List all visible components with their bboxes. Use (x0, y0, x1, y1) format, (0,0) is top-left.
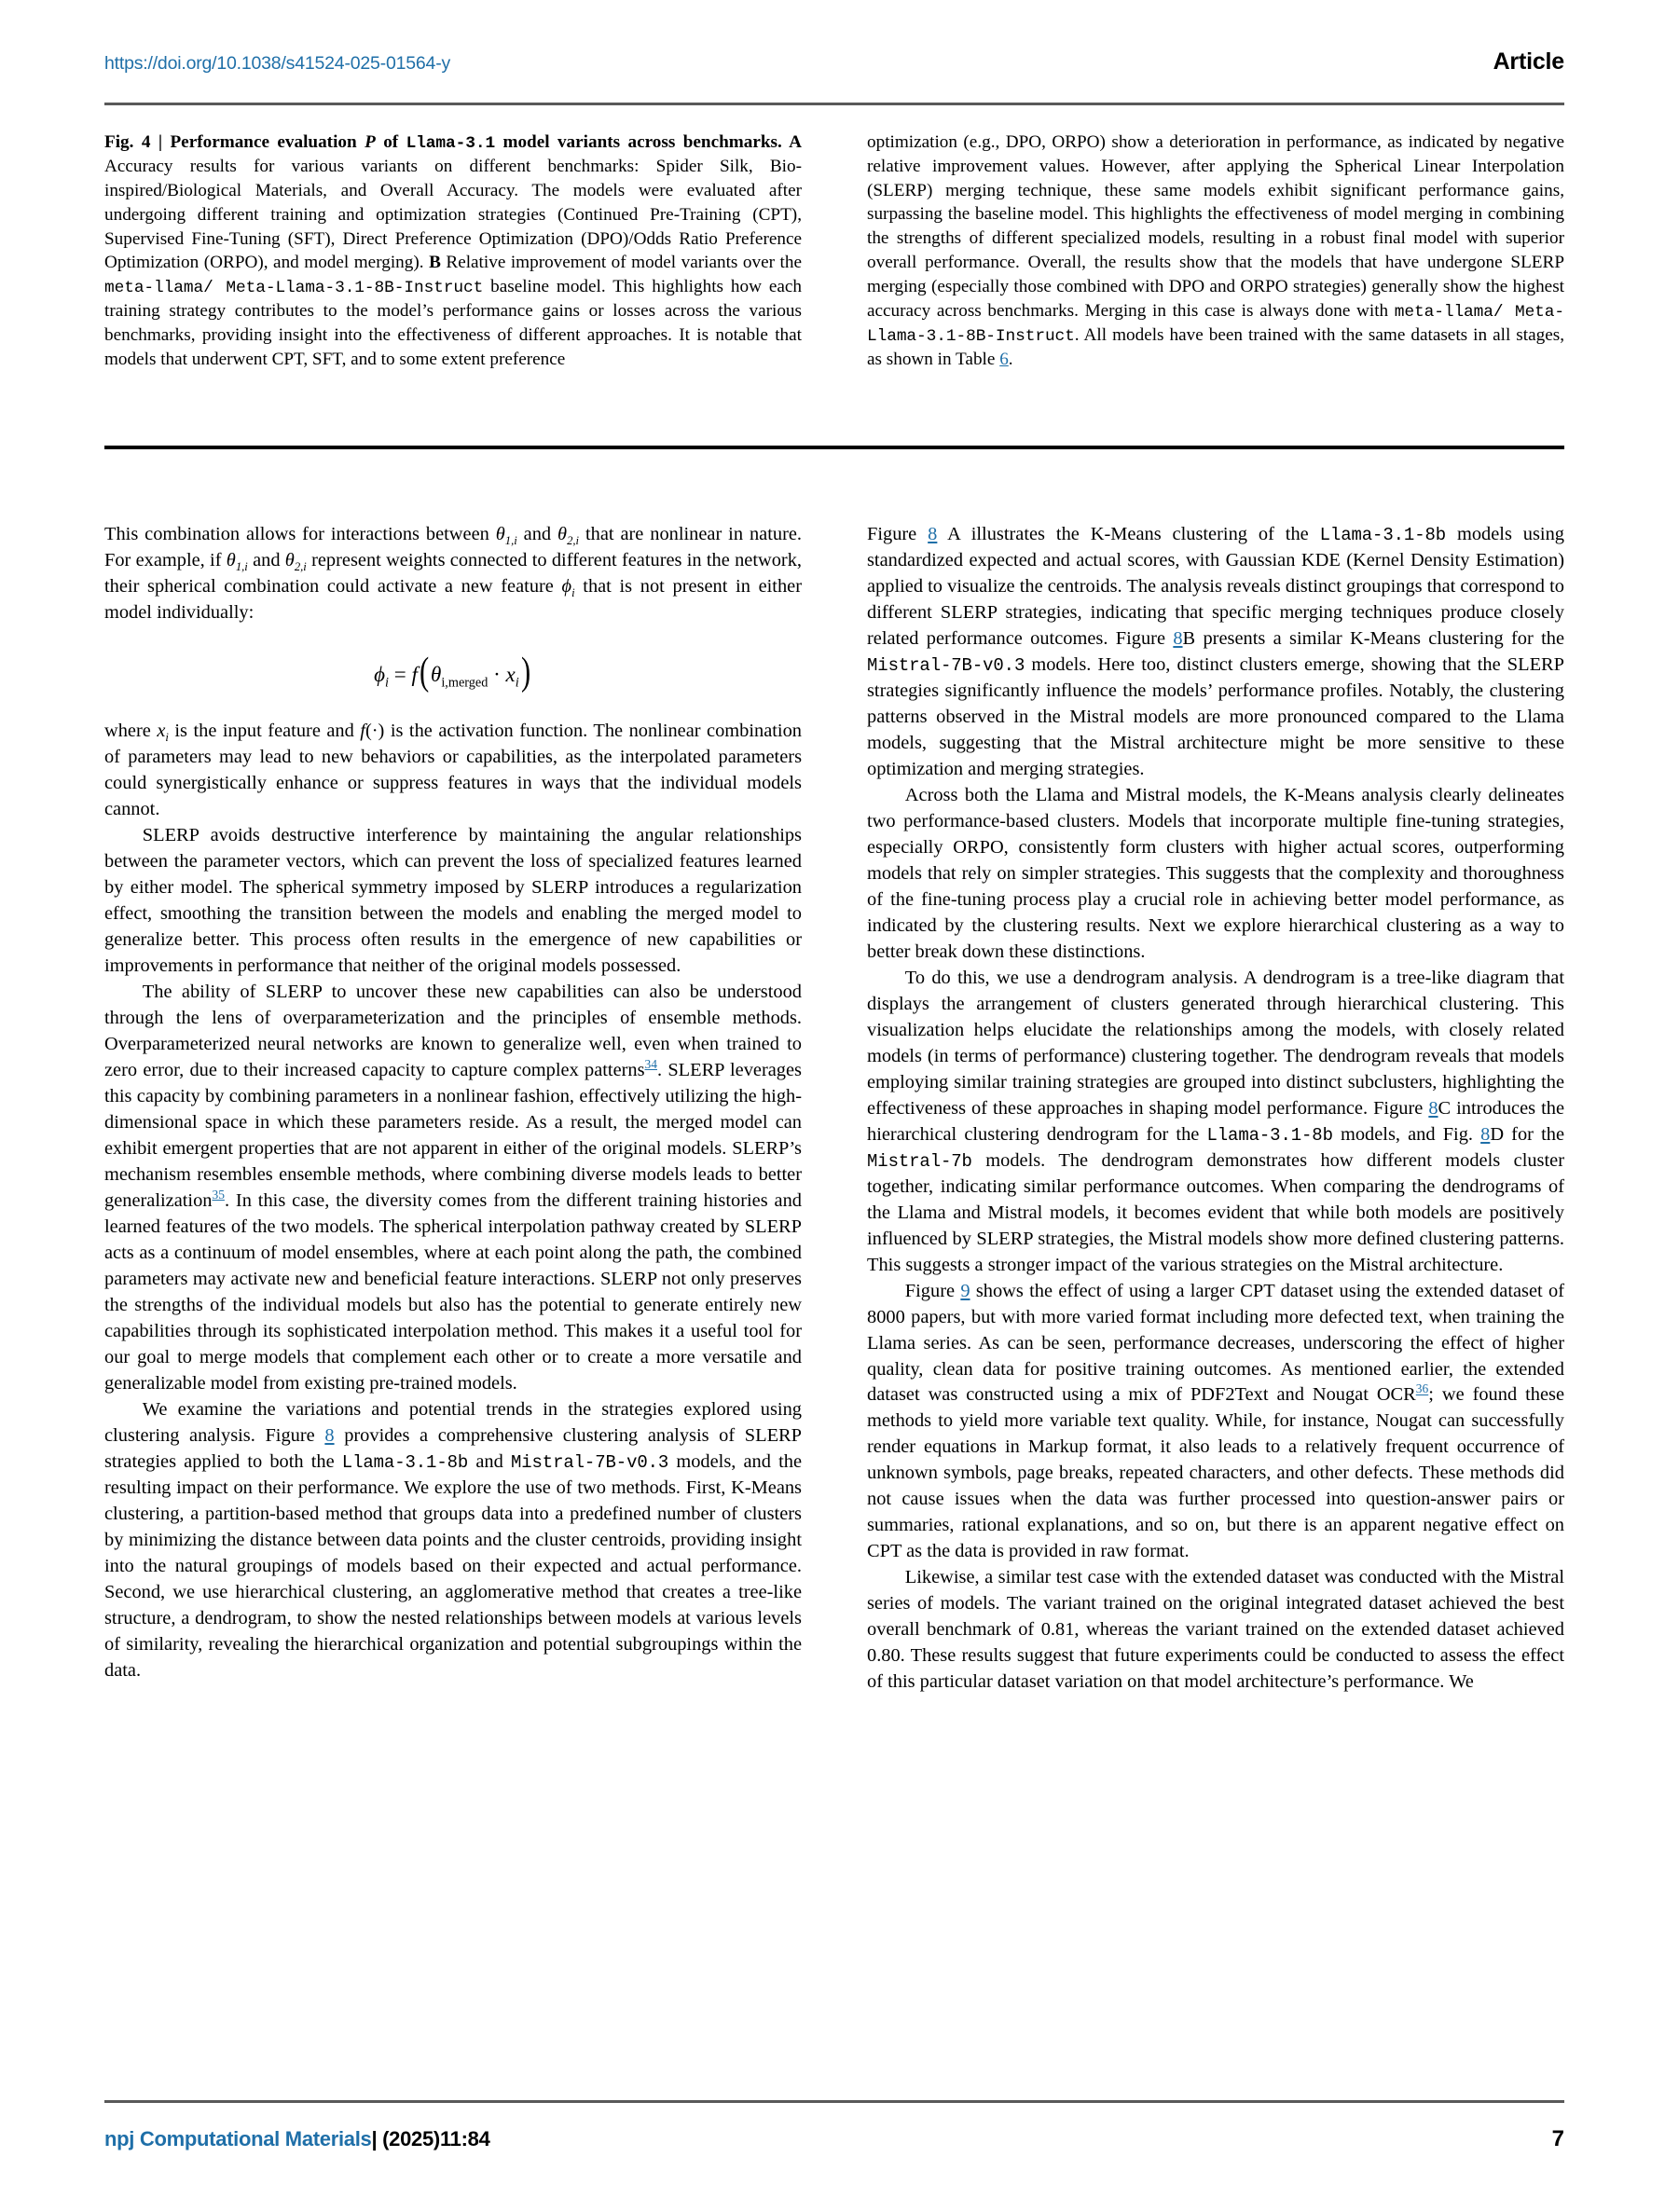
caption-right-model-mono: meta-llama/ Meta-Llama-3.1-8B-Instruct (867, 302, 1564, 346)
text-run: Figure (867, 524, 929, 544)
text-run: To do this, we use a dendrogram analysis. A dendrogram is a tree-like diagram that displays the arrangement of clusters generated through hierarchical clustering. This visualization helps elucidate the relationships among the models, with closely related models (in terms of performance) clustering together. The dendrogram reveals that models employing similar training strategies are grouped into distinct subclusters, highlighting the effectiveness of these approaches in shaping model performance. Figure (867, 967, 1564, 1119)
text-run: C introduces the hierarchical clustering dendrogram for the (867, 1097, 1564, 1145)
eq-x-sub: i (515, 675, 519, 691)
text-run: This combination allows for interactions between (104, 524, 496, 544)
paragraph-clustering-methods (104, 1397, 802, 1684)
footer-divider (104, 2100, 1564, 2103)
eq-theta: θ (431, 662, 442, 686)
figure-8d-reference-link[interactable]: 8 (1480, 1123, 1491, 1145)
theta-subscript: 1,i (235, 560, 248, 574)
model-name-mistral: Mistral-7B-v0.3 (867, 654, 1025, 676)
text-run: models. Here too, distinct clusters emerge, showing that the SLERP strategies significantly influence the models’ performance profiles. Notably, the clustering patterns observed in the Mistral models are more pronounced compared to the Llama models, suggesting that the Mistral architecture might be more sensitive to these optimization and merging strategies. (867, 653, 1564, 779)
figure-caption-block (104, 131, 1564, 372)
phi-subscript: i (571, 586, 575, 600)
article-type-label: Article (1493, 48, 1564, 75)
panel-b-text-1: Relative improvement of model variants over the (440, 253, 802, 273)
text-run: models, and Fig. (1332, 1123, 1481, 1145)
paragraph-combination-interactions (104, 522, 802, 626)
text-run: B presents a similar K-Means clustering for the (1182, 627, 1565, 649)
figure-9-reference-link[interactable]: 9 (960, 1280, 970, 1301)
figure-8b-reference-link[interactable]: 8 (1173, 627, 1183, 649)
caption-right-text-1: optimization (e.g., DPO, ORPO) show a deterioration in performance, as indicated by negative relative improvement values. However, after applying the Spherical Linear Interpolation (SLERP) merging technique, these same models exhibit significant performance gains, surpassing the baseline model. This highlights the effectiveness of model merging in combining the strengths of different specialized models, resulting in a robust final model with superior overall performance. Overall, the results show that the models that have undergone SLERP merging (especially those combined with DPO and ORPO strategies) generally show the highest accuracy across benchmarks. Merging in this case is always done with (867, 132, 1564, 321)
journal-name: npj Computational Materials (104, 2127, 372, 2150)
citation-36[interactable]: 36 (1415, 1381, 1429, 1396)
theta-glyph: θ (557, 524, 568, 544)
paragraph-two-clusters: Across both the Llama and Mistral models, the K-Means analysis clearly delineates two performance-based clusters. Models that incorporate multiple fine-tuning strategies, especially ORPO, consistently form clusters with higher actual scores, outperforming models that rely on simpler strategies. This suggests that the complexity and thoroughness of the fine-tuning process play a crucial role in achieving better model performance, as indicated by the clustering results. Next we explore hierarchical clustering as a way to better break down these distinctions. (867, 784, 1564, 962)
panel-label-b: B (423, 253, 441, 273)
caption-right-text-3: . (1008, 349, 1013, 369)
eq-equals: = (393, 662, 406, 686)
text-run: and (516, 524, 558, 544)
caption-right-text-2: . All models have been trained with the same datasets in all stages, as shown in Table (867, 324, 1564, 369)
text-run: models, and the resulting impact on their performance. We explore the use of two methods. First, K-Means clustering, a partition-based method that groups data into a predefined number of clusters by minimizing the distance between data points and the cluster centroids, providing insight into the natural groupings of models based on their expected and actual performance. Second, we use hierarchical clustering, an agglomerative method that creates a tree-like structure, a dendrogram, to show the nested relationships between models at various levels of similarity, revealing the hierarchical organization and potential subgroupings within the data. (104, 1451, 803, 1681)
text-run: represent weights connected to different features in the network, their spherical combination could activate a new feature (104, 549, 802, 597)
text-run: . In this case, the diversity comes from the different training histories and learned features of the two models. The spherical interpolation pathway created by SLERP acts as a continuum of model ensembles, where at each point along the path, the combined parameters may activate new and beneficial feature interactions. SLERP not only preserves the strengths of the individual models but also has the potential to generate entirely new capabilities through its sophisticated interpolation method. This makes it a useful tool for our goal to merge models that complement each other or to create a more versatile and generalizable model from existing pre-trained models. (104, 1190, 802, 1395)
citation-35[interactable]: 35 (212, 1188, 225, 1202)
equation-phi-merged (104, 649, 802, 694)
figure-caption-right (867, 131, 1564, 372)
citation-34[interactable]: 34 (644, 1057, 657, 1072)
paragraph-mistral-benchmark: Likewise, a similar test case with the extended dataset was conducted with the Mistral series of models. The variant trained on the original integrated dataset achieved the best overall benchmark of 0.81, whereas the variant trained on the extended dataset achieved 0.80. These results suggest that future experiments could be conducted to assess the effect of this particular dataset variation on that model architecture’s performance. We (867, 1567, 1564, 1693)
panel-label-a: A (781, 132, 802, 152)
eq-theta-sub: i,merged (441, 675, 488, 691)
figure-title-part2: of (375, 132, 406, 152)
text-run: provides a comprehensive clustering analysis of SLERP strategies applied to both the (104, 1425, 802, 1473)
text-run: . SLERP leverages this capacity by combining parameters in a nonlinear fashion, effectively utilizing the high-dimensional space in which these parameters reside. As a result, the merged model can exhibit emergent properties that are not apparent in either of the original models. SLERP’s mechanism resembles ensemble methods, where combining diverse models leads to better generalization (104, 1060, 802, 1212)
paragraph-slerp-overparameterization (104, 980, 802, 1397)
theta-subscript: 2,i (567, 534, 580, 548)
figure-title-part3: model variants across benchmarks. (495, 132, 782, 152)
body-column-right (867, 522, 1564, 1696)
symbol-x-i (157, 721, 169, 745)
paragraph-kmeans-llama (867, 522, 1564, 783)
paragraph-where-xi (104, 719, 802, 823)
model-name-mistral-7b: Mistral-7b (867, 1150, 972, 1172)
figure-8-reference-link[interactable]: 8 (324, 1425, 335, 1447)
panel-b-text-2: baseline model. This highlights how each training strategy contributes to the model’s performance gains or losses across the various benchmarks, providing insight into the effectiveness of different approaches. It is notable that models that underwent CPT, SFT, and to some extent preference (104, 277, 802, 369)
text-run: The ability of SLERP to uncover these new capabilities can also be understood through the lens of overparameterization and the principles of ensemble methods. Overparameterized neural networks are known to generalize well, even when trained to zero error, due to their increased capacity to capture complex patterns (104, 982, 802, 1081)
panel-b-model-mono: meta-llama/ Meta-Llama-3.1-8B-Instruct (104, 279, 484, 298)
text-run: (·) is the activation function. The nonlinear combination of parameters may lead to new behaviors or capabilities, as the interpolated parameters could synergistically enhance or suppress features in ways that the individual models cannot. (104, 721, 802, 820)
text-run: and (247, 549, 285, 570)
text-run: We examine the variations and potential trends in the strategies explored using clustering analysis. Figure (104, 1399, 802, 1447)
header-divider (104, 103, 1564, 105)
symbol-f: f (360, 721, 365, 742)
table-6-reference-link[interactable]: 6 (999, 349, 1009, 369)
text-run: that are nonlinear in nature. For example, if (104, 524, 803, 570)
text-run: ; we found these methods to yield more variable text quality. While, for instance, Nougat can successfully render equations in Markup format, it also leads to a relatively frequent occurrence of unknown symbols, page breaks, repeated characters, and other defects. These methods did not cause issues when the data was further processed into question-answer pairs or summaries, rational explanations, and so on, but there is an apparent negative effect on CPT as the data is provided in raw format. (867, 1384, 1564, 1562)
symbol-theta-1i (495, 524, 517, 548)
panel-a-text: Accuracy results for various variants on different benchmarks: Spider Silk, Bio-inspired/Biological Materials, and Overall Accuracy. The models were evaluated after undergoing different training and optimization strategies (Continued Pre-Training (CPT), Supervised Fine-Tuning (SFT), Direct Preference Optimization (DPO)/Odds Ratio Preference Optimization (ORPO), and model merging). (104, 157, 802, 273)
x-subscript: i (165, 731, 169, 745)
theta-glyph: θ (495, 524, 505, 544)
x-glyph: x (157, 721, 166, 742)
model-name-llama: Llama-3.1-8b (341, 1452, 469, 1474)
paragraph-dendrogram (867, 966, 1564, 1279)
eq-phi: ϕ (374, 662, 386, 686)
body-columns (104, 522, 1564, 1696)
eq-x: x (505, 662, 516, 686)
doi-link[interactable]: https://doi.org/10.1038/s41524-025-01564-y (104, 53, 451, 74)
eq-dot: · (493, 662, 501, 686)
figure-8c-reference-link[interactable]: 8 (1428, 1097, 1438, 1119)
figure-label: Fig. 4 | (104, 132, 171, 152)
eq-f: f (411, 662, 418, 686)
page-number: 7 (1551, 2126, 1564, 2151)
symbol-theta-2i (557, 524, 580, 548)
model-name-llama: Llama-3.1-8b (1319, 525, 1447, 545)
figure-title-part1: Performance evaluation (170, 132, 365, 152)
caption-divider (104, 446, 1564, 449)
text-run: D for the (1490, 1123, 1564, 1145)
figure-title-symbol-P: P (365, 132, 376, 152)
model-name-mistral: Mistral-7B-v0.3 (510, 1452, 669, 1474)
text-run: models using standardized expected and actual scores, with Gaussian KDE (Kernel Density Estimation) applied to visualize the centroids. The analysis reveals distinct groupings that correspond to different SLERP strategies, indicating that specific merging techniques produce closely related performance outcomes. Figure (867, 524, 1564, 649)
text-run: and (468, 1451, 511, 1473)
symbol-phi-i (561, 575, 575, 600)
issue-info: | (2025)11:84 (371, 2127, 490, 2150)
phi-glyph: ϕ (561, 575, 572, 597)
text-run: where (104, 721, 158, 742)
text-run: that is not present in either model individually: (104, 575, 802, 623)
text-run: is the input feature and (168, 721, 361, 742)
symbol-theta-1i-b (226, 549, 248, 574)
text-run: shows the effect of using a larger CPT dataset using the extended dataset of 8000 papers, but with more varied format including more defected text, when training the Llama series. As can be seen, performance decreases, underscoring the effect of higher quality, clean data for positive training outcomes. As mentioned earlier, the extended dataset was constructed using a mix of PDF2Text and Nougat OCR (867, 1280, 1564, 1406)
figure-caption-left (104, 131, 802, 372)
text-run: A illustrates the K-Means clustering of the (937, 524, 1320, 544)
body-column-left (104, 522, 802, 1696)
figure-title-model-mono: Llama-3.1 (406, 134, 496, 153)
eq-paren-close: ) (520, 649, 530, 694)
theta-subscript: 1,i (504, 534, 517, 548)
paragraph-extended-dataset (867, 1279, 1564, 1566)
page-footer (104, 2126, 1564, 2152)
text-run: models. The dendrogram demonstrates how different models cluster together, indicating similar performance outcomes. When comparing the dendrograms of the Llama and Mistral models, it becomes evident that while both models are positively influenced by SLERP strategies, the Mistral models show more defined clustering patterns. This suggests a stronger impact of the various strategies on the Mistral architecture. (867, 1149, 1564, 1275)
footer-citation (104, 2127, 490, 2151)
theta-glyph: θ (284, 549, 295, 570)
theta-subscript: 2,i (294, 560, 307, 574)
eq-phi-sub: i (385, 675, 389, 691)
theta-glyph: θ (226, 549, 236, 570)
page-header (104, 48, 1564, 76)
model-name-llama: Llama-3.1-8b (1206, 1124, 1333, 1146)
figure-8a-reference-link[interactable]: 8 (928, 524, 938, 544)
eq-paren-open: ( (419, 649, 430, 694)
paragraph-slerp-destructive: SLERP avoids destructive interference by maintaining the angular relationships between the parameter vectors, which can prevent the loss of specialized features learned by either model. The spherical symmetry imposed by SLERP introduces a regularization effect, smoothing the transition between the models and enabling the merged model to generalize better. This process often results in the emergence of new capabilities or improvements in performance that neither of the original models possessed. (104, 825, 802, 977)
symbol-theta-2i-b (284, 549, 307, 574)
text-run: Figure (904, 1280, 961, 1301)
